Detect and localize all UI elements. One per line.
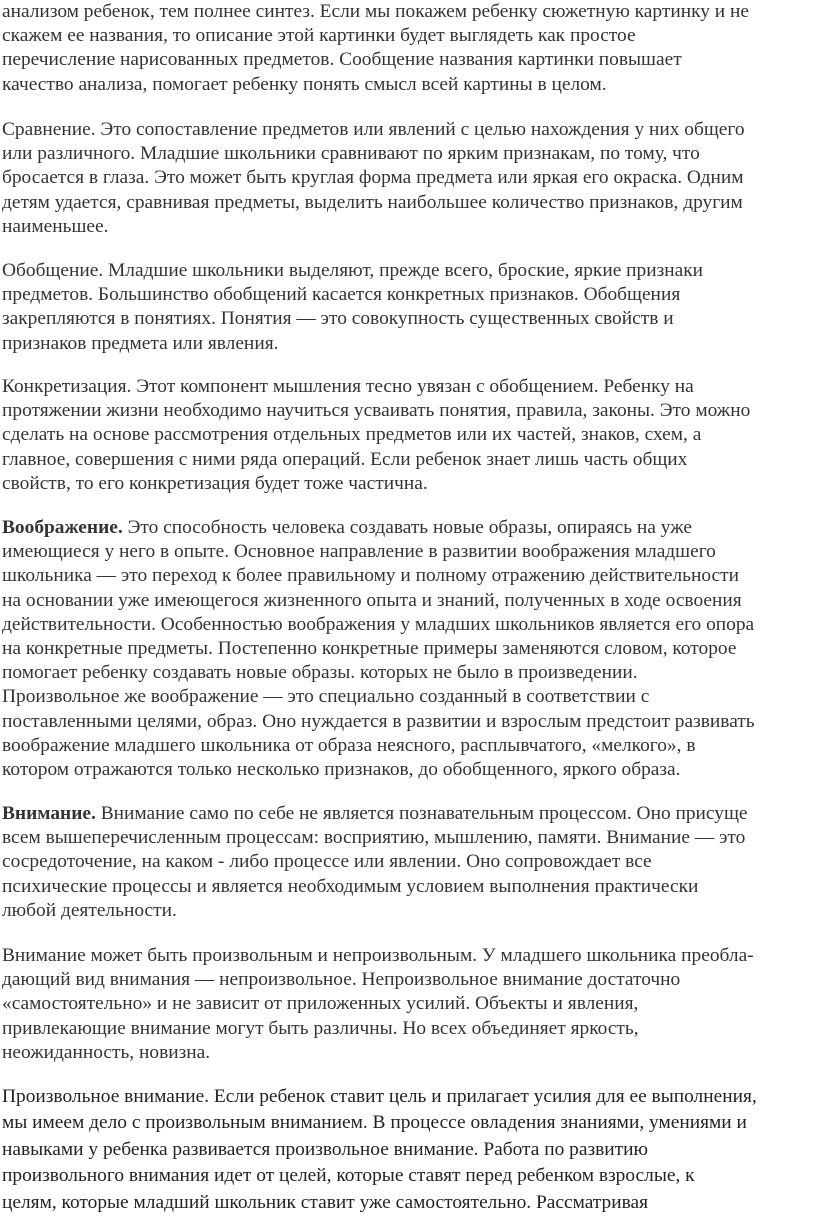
text-line: признаков предмета или явления. xyxy=(2,332,279,354)
text-line: котором отражаются только несколько признаков, до обобщенного, яркого образа. xyxy=(2,759,681,781)
text-line: школьника — это переход к более правильному и полному отражению действительности xyxy=(2,565,739,587)
text-line: Конкретизация. Этот компонент мышления тесно увязан с обобщением. Ребенку на xyxy=(2,376,694,397)
text-line: навыками у ребенка развивается произвольное внимание. Работа по развитию xyxy=(2,1138,648,1160)
text-line: закрепляются в понятиях. Понятия — это совокупность существенных свойств и xyxy=(2,308,674,330)
text-line: на конкретные предметы. Постепенно конкретные примеры заменяются словом, которое xyxy=(2,638,737,660)
paragraph-generalization xyxy=(2,259,816,356)
paragraph-attention-types xyxy=(2,944,816,1065)
heading-imagination: Воображение. xyxy=(2,517,123,538)
text-line: качество анализа, помогает ребенку понять смысл всей картины в целом. xyxy=(2,73,607,95)
text-line: психические процессы и является необходимым условием выполнения практически xyxy=(2,875,699,897)
paragraph-voluntary-attention xyxy=(2,1084,816,1216)
text-line: Сравнение. Это сопоставление предметов или явлений с целью нахождения у них общего xyxy=(2,119,745,140)
text-line: целям, которые младший школьник ставит уже самостоятельно. Рассматривая xyxy=(2,1191,649,1213)
paragraph-analysis xyxy=(2,0,816,97)
text-line: на основании уже имеющегося жизненного опыта и знаний, полученных в ходе освоения xyxy=(2,589,742,611)
text-line: воображение младшего школьника от образа неясного, расплывчатого, «мелкого», в xyxy=(2,734,696,756)
text-line: привлекающие внимание могут быть различны. Но всех объединяет яркость, xyxy=(2,1017,639,1039)
text-line: неожиданность, новизна. xyxy=(2,1041,211,1063)
text-line: главное, совершения с ними ряда операций. Если ребенок знает лишь часть общих xyxy=(2,448,688,470)
text-line: помогает ребенку создавать новые образы. которых не было в произведении. xyxy=(2,662,638,684)
paragraph-attention xyxy=(2,802,816,923)
text-line: наименьшее. xyxy=(2,215,109,237)
text-line: Произвольное же воображение — это специально созданный в соответствии с xyxy=(2,686,650,708)
text-line: имеющиеся у него в опыте. Основное направление в развитии воображения младшего xyxy=(2,541,716,563)
text-line: сделать на основе рассмотрения отдельных предметов или их частей, знаков, схем, а xyxy=(2,424,702,446)
heading-attention: Внимание. xyxy=(2,803,96,824)
text-line xyxy=(2,802,816,826)
heading-continuation: Внимание само по себе не является познавательным процессом. Оно присуще xyxy=(95,803,748,824)
text-line: анализом ребенок, тем полнее синтез. Если мы покажем ребенку сюжетную картинку и не xyxy=(2,1,749,22)
text-line: любой деятельности. xyxy=(2,899,177,921)
heading-continuation: Это способность человека создавать новые образы, опираясь на уже xyxy=(122,517,692,538)
text-line: дающий вид внимания — непроизвольное. Непроизвольное внимание достаточно xyxy=(2,969,681,991)
text-line: поставленными целями, образ. Оно нуждается в развитии и взрослым предстоит развивать xyxy=(2,710,755,732)
paragraph-imagination xyxy=(2,516,816,782)
text-line: всем вышеперечисленным процессам: восприятию, мышлению, памяти. Внимание — это xyxy=(2,827,746,849)
text-line: Обобщение. Младшие школьники выделяют, прежде всего, броские, яркие признаки xyxy=(2,260,704,281)
text-line: предметов. Большинство обобщений касается конкретных признаков. Обобщения xyxy=(2,284,681,306)
text-line: скажем ее названия, то описание этой картинки будет выглядеть как простое xyxy=(2,25,636,47)
text-line: Произвольное внимание. Если ребенок ставит цель и прилагает усилия для ее выполнения, xyxy=(2,1086,757,1107)
text-line: Внимание может быть произвольным и непроизвольным. У младшего школьника преобла- xyxy=(2,945,754,966)
text-line: бросается в глаза. Это может быть круглая форма предмета или яркая его окраска. Одним xyxy=(2,167,744,189)
text-line: протяжении жизни необходимо научиться усваивать понятия, правила, законы. Это можно xyxy=(2,400,751,422)
paragraph-concretization xyxy=(2,375,816,496)
text-line: свойств, то его конкретизация будет тоже частична. xyxy=(2,472,428,494)
text-line: мы имеем дело с произвольным вниманием. В процессе овладения знаниями, умениями и xyxy=(2,1112,747,1134)
text-line xyxy=(2,516,816,540)
text-line: перечисление нарисованных предметов. Сообщение названия картинки повышает xyxy=(2,49,682,71)
text-line: произвольного внимания идет от целей, которые ставят перед ребенком взрослые, к xyxy=(2,1165,695,1187)
text-line: детям удается, сравнивая предметы, выделить наибольшее количество признаков, другим xyxy=(2,191,743,213)
text-line: или различного. Младшие школьники сравнивают по ярким признакам, по тому, что xyxy=(2,143,700,165)
paragraph-comparison xyxy=(2,118,816,239)
text-line: «самостоятельно» и не зависит от приложенных усилий. Объекты и явления, xyxy=(2,993,639,1015)
text-line: действительности. Особенностью воображения у младших школьников является его опора xyxy=(2,613,755,635)
text-line: сосредоточение, на каком - либо процессе или явлении. Оно сопровождает все xyxy=(2,851,652,873)
